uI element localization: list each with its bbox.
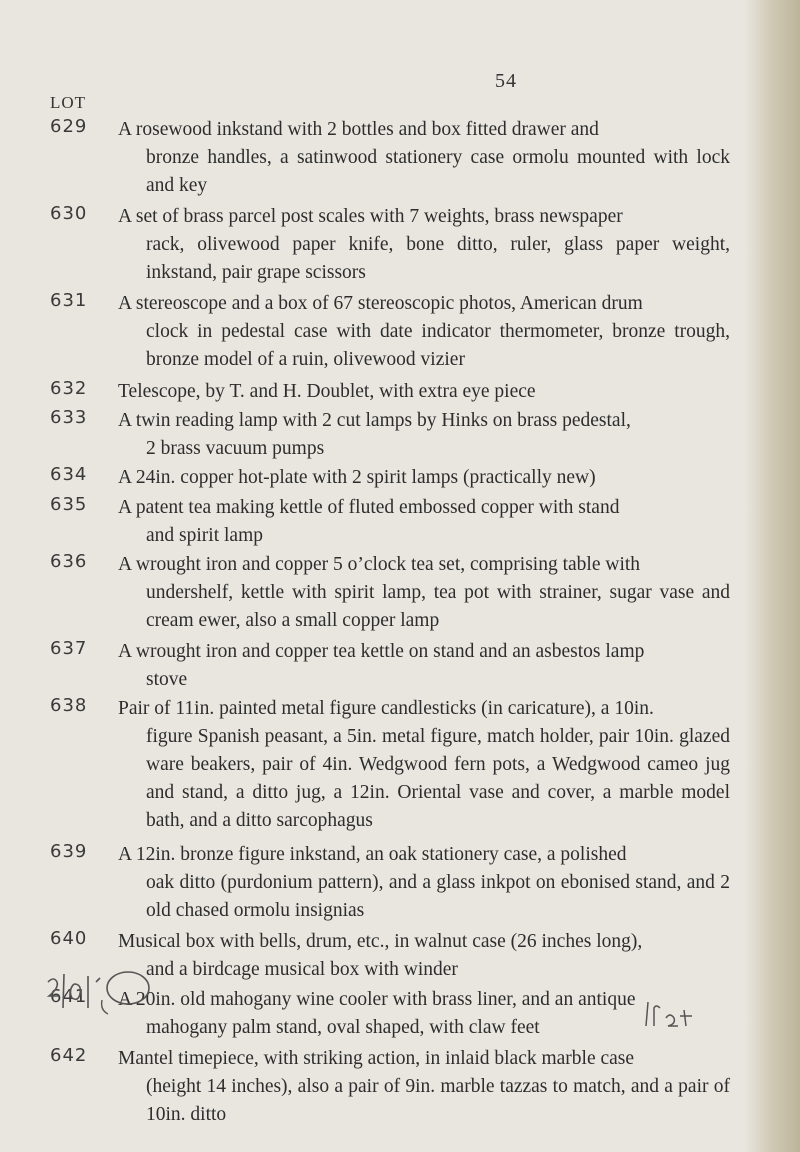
lot-description xyxy=(118,551,730,635)
lot-number: 641 xyxy=(50,986,88,1007)
lot-number: 635 xyxy=(50,494,88,515)
lot-description xyxy=(118,638,730,694)
lot-description xyxy=(118,695,730,835)
lot-description-first-line: A wrought iron and copper 5 o’clock tea set, comprising table with xyxy=(118,554,641,575)
lot-number: 630 xyxy=(50,203,88,224)
lot-description xyxy=(118,841,730,925)
lot-description-first-line: A wrought iron and copper tea kettle on stand and an asbestos lamp xyxy=(118,641,645,662)
lot-description-continuation: oak ditto (purdonium pattern), and a glass inkpot on ebonised stand, and 2 old chased ormolu insignias xyxy=(146,872,730,921)
lot-number: 629 xyxy=(50,116,88,137)
lot-description-first-line: Pair of 11in. painted metal figure candlesticks (in caricature), a 10in. xyxy=(118,698,654,719)
lot-description-continuation: and spirit lamp xyxy=(146,525,263,546)
lot-number: 634 xyxy=(50,464,88,485)
lot-description-continuation: rack, olivewood paper knife, bone ditto, ruler, glass paper weight, inkstand, pair grape scissors xyxy=(146,234,730,283)
lot-description-first-line: A 20in. old mahogany wine cooler with brass liner, and an antique xyxy=(118,989,636,1010)
lot-description-continuation: (height 14 inches), also a pair of 9in. marble tazzas to match, and a pair of 10in. ditto xyxy=(146,1076,730,1125)
lot-description xyxy=(118,378,730,406)
lot-description-first-line: A set of brass parcel post scales with 7 weights, brass newspaper xyxy=(118,206,623,227)
lot-number: 637 xyxy=(50,638,88,659)
lot-description xyxy=(118,986,730,1042)
lot-description-first-line: A 24in. copper hot-plate with 2 spirit lamps (practically new) xyxy=(118,467,596,488)
lot-description xyxy=(118,116,730,200)
lot-description xyxy=(118,494,730,550)
lot-description-first-line: A stereoscope and a box of 67 stereoscopic photos, American drum xyxy=(118,293,643,314)
lot-description-continuation: and a birdcage musical box with winder xyxy=(146,959,458,980)
lot-description-continuation: undershelf, kettle with spirit lamp, tea pot with strainer, sugar vase and cream ewer, also a small copper lamp xyxy=(146,582,730,631)
lot-number: 639 xyxy=(50,841,88,862)
lot-description xyxy=(118,464,730,492)
lot-description-continuation: figure Spanish peasant, a 5in. metal figure, match holder, pair 10in. glazed ware beakers, pair of 4in. Wedgwood fern pots, a Wedgwood cameo jug and stand, a ditto jug, a 12in. Oriental vase and cover, a marble model bath, and a ditto sarcophagus xyxy=(146,726,730,831)
page-number: 54 xyxy=(495,70,517,92)
lot-description-continuation: bronze handles, a satinwood stationery case ormolu mounted with lock and key xyxy=(146,147,730,196)
lot-number: 632 xyxy=(50,378,88,399)
lot-number: 638 xyxy=(50,695,88,716)
lot-description xyxy=(118,290,730,374)
lot-description-first-line: A patent tea making kettle of fluted embossed copper with stand xyxy=(118,497,620,518)
lot-description-first-line: Mantel timepiece, with striking action, in inlaid black marble case xyxy=(118,1048,635,1069)
lot-description-continuation: 2 brass vacuum pumps xyxy=(146,438,325,459)
lot-number: 633 xyxy=(50,407,88,428)
lot-description-continuation: stove xyxy=(146,669,188,690)
lot-number: 640 xyxy=(50,928,88,949)
lot-description-continuation: clock in pedestal case with date indicator thermometer, bronze trough, bronze model of a ruin, olivewood vizier xyxy=(146,321,730,370)
lot-description-continuation: mahogany palm stand, oval shaped, with claw feet xyxy=(146,1017,540,1038)
lot-description-first-line: A twin reading lamp with 2 cut lamps by Hinks on brass pedestal, xyxy=(118,410,631,431)
lot-column-header: LOT xyxy=(50,93,87,112)
lot-description-first-line: A 12in. bronze figure inkstand, an oak stationery case, a polished xyxy=(118,844,627,865)
lot-description xyxy=(118,407,730,463)
lot-number: 631 xyxy=(50,290,88,311)
lot-description xyxy=(118,1045,730,1129)
lot-number: 642 xyxy=(50,1045,88,1066)
lot-description-first-line: Musical box with bells, drum, etc., in walnut case (26 inches long), xyxy=(118,931,643,952)
lot-description xyxy=(118,928,730,984)
lot-description-first-line: Telescope, by T. and H. Doublet, with extra eye piece xyxy=(118,381,536,402)
lot-number: 636 xyxy=(50,551,88,572)
lot-description-first-line: A rosewood inkstand with 2 bottles and box fitted drawer and xyxy=(118,119,599,140)
lot-description xyxy=(118,203,730,287)
page-edge-discoloration xyxy=(745,0,800,1152)
